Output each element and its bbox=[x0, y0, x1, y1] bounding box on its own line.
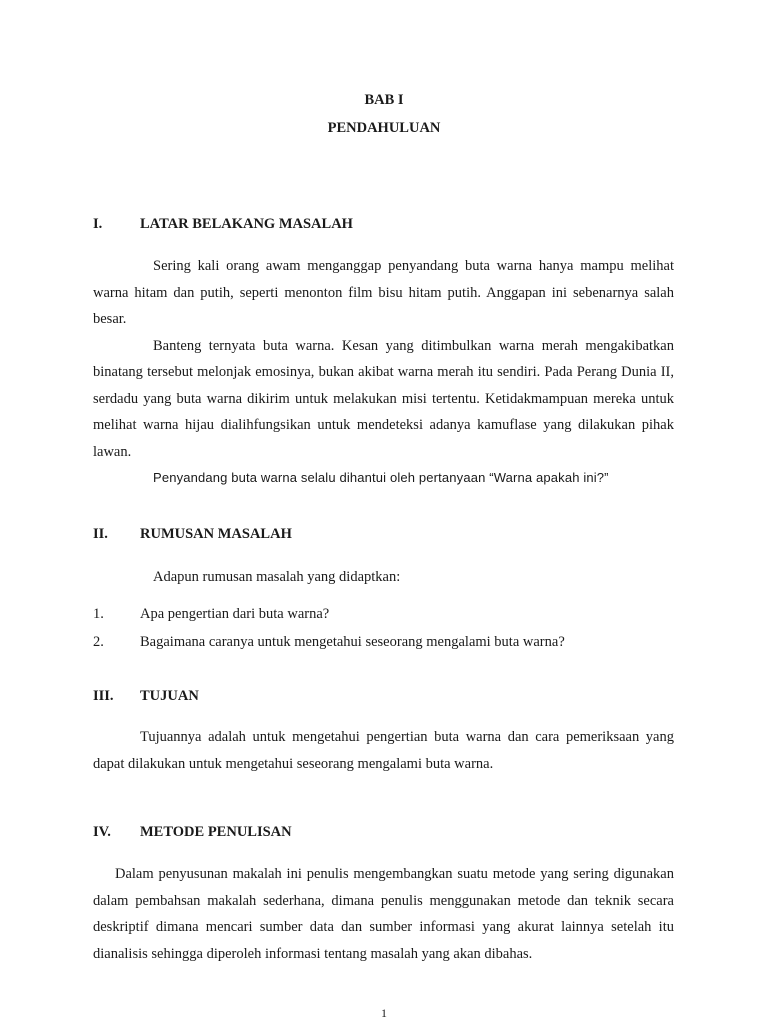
quote-line: Penyandang buta warna selalu dihantui oleh pertanyaan “Warna apakah ini?” bbox=[153, 470, 609, 485]
chapter-title: PENDAHULUAN bbox=[327, 120, 441, 136]
list-item-text: Apa pengertian dari buta warna? bbox=[140, 606, 330, 622]
section-4-body bbox=[93, 861, 674, 967]
list-item-number: 1. bbox=[93, 606, 104, 622]
chapter-label: BAB I bbox=[364, 92, 404, 108]
section-1-heading: LATAR BELAKANG MASALAH bbox=[140, 216, 353, 232]
list-item-number: 2. bbox=[93, 634, 104, 650]
section-1-number: I. bbox=[93, 216, 103, 232]
section-1-body bbox=[93, 253, 674, 465]
section-2-intro: Adapun rumusan masalah yang didaptkan: bbox=[153, 569, 401, 585]
section-3-body bbox=[93, 724, 674, 777]
paragraph: Banteng ternyata buta warna. Kesan yang ditimbulkan warna merah mengakibatkan binatang tersebut melonjak emosinya, bukan akibat warna merah itu sendiri. Pada Perang Dunia II, serdadu yang buta warna dikirim untuk melakukan misi tertentu. Ketidakmampuan mereka untuk melihat warna hijau dialihfungsikan untuk mendeteksi adanya kamuflase yang dilakukan pihak lawan. bbox=[93, 337, 674, 460]
section-4-number: IV. bbox=[93, 824, 111, 840]
paragraph: Sering kali orang awam menganggap penyandang buta warna hanya mampu melihat warna hitam dan putih, seperti menonton film bisu hitam putih. Anggapan ini sebenarnya salah besar. bbox=[93, 258, 674, 327]
section-2-heading: RUMUSAN MASALAH bbox=[140, 526, 292, 542]
paragraph: Dalam penyusunan makalah ini penulis mengembangkan suatu metode yang sering digunakan dalam pembahsan makalah sederhana, dimana penulis menggunakan metode dan teknik secara deskriptif dimana mencari sumber data dan sumber informasi yang akurat lainnya setelah itu dianalisis sehingga diperoleh informasi tentang masalah yang akan dibahas. bbox=[93, 866, 674, 962]
section-3-number: III. bbox=[93, 688, 114, 704]
section-4-heading: METODE PENULISAN bbox=[140, 824, 292, 840]
section-3-heading: TUJUAN bbox=[140, 688, 199, 704]
paragraph: Tujuannya adalah untuk mengetahui pengertian buta warna dan cara pemeriksaan yang dapat dilakukan untuk mengetahui seseorang mengalami buta warna. bbox=[93, 729, 674, 772]
section-2-number: II. bbox=[93, 526, 108, 542]
list-item-text: Bagaimana caranya untuk mengetahui seseorang mengalami buta warna? bbox=[140, 634, 565, 650]
page-number: 1 bbox=[381, 1006, 387, 1020]
